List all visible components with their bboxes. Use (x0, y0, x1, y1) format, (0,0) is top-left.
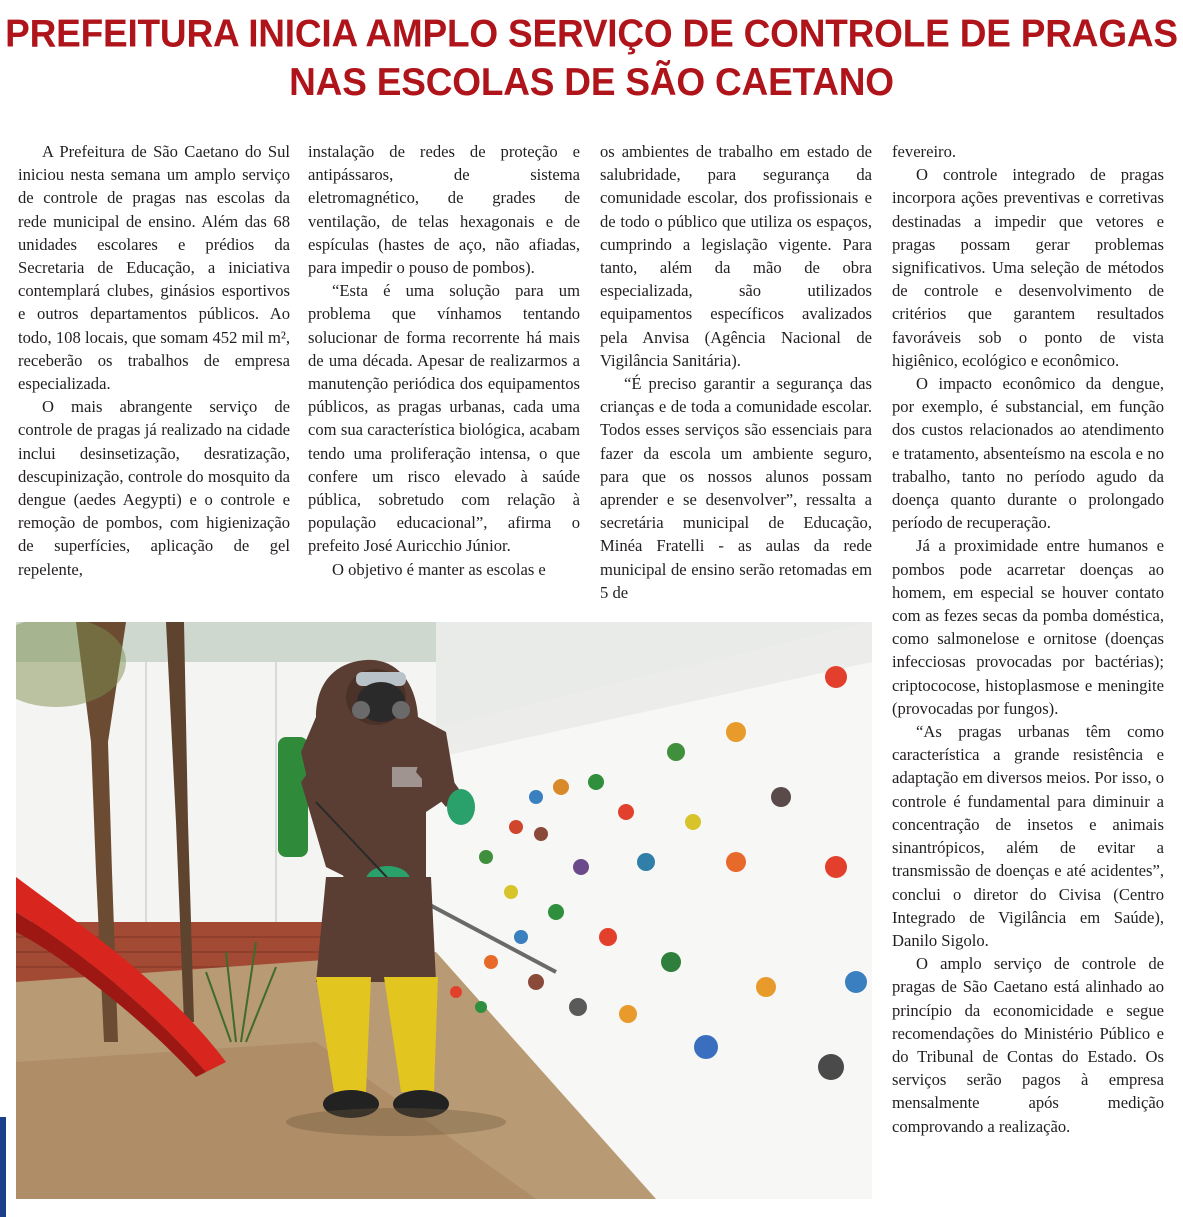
paragraph: “É preciso garantir a segurança das crianças e de toda a comunidade escolar. Todos esses serviços são essenciais para fazer da escola um ambiente seguro, para que os nossos alunos possam aprender e se desenvolver”, ressalta a secretária municipal de Educação, Minéa Fratelli - as aulas da rede municipal de ensino serão retomadas em 5 de (600, 374, 872, 602)
paragraph: O objetivo é manter as escolas e (332, 559, 546, 579)
paragraph: O amplo serviço de controle de pragas de São Caetano está alinhado ao princípio da economicidade e segue recomendações do Ministério Público e do Tribunal de Contas do Estado. Os serviços serão pagos à empresa mensalmente após medição comprovando a realização. (892, 954, 1164, 1136)
article-column-4 (892, 140, 1164, 1138)
headline-line-1: PREFEITURA INICIA AMPLO SERVIÇO DE CONTROLE DE PRAGAS (5, 11, 1178, 55)
paragraph: “As pragas urbanas têm como característica a grande resistência e adaptação em diversos meios. Por isso, o controle é fundamental para diminuir a concentração de insetos e animais sinantrópicos, além de evitar a transmissão de doenças e até acidentes”, conclui o diretor do Civisa (Centro Integrado de Vigilância em Saúde), Danilo Sigolo. (892, 722, 1164, 950)
article-photo (16, 622, 872, 1199)
paragraph: A Prefeitura de São Caetano do Sul iniciou nesta semana um amplo serviço de controle de pragas nas escolas da rede municipal de ensino. Além das 68 unidades escolares e prédios da Secretaria de Educação, a iniciativa contemplará clubes, ginásios esportivos e outros departamentos públicos. Ao todo, 108 locais, que somam 452 mil m², receberão os trabalhos de empresa especializada. (18, 142, 290, 394)
paragraph: fevereiro. (892, 142, 957, 161)
page-title (0, 10, 1183, 107)
paragraph: “Esta é uma solução para um problema que vínhamos tentando solucionar de forma recorrente há mais de uma década. Apesar de realizarmos a manutenção periódica dos equipamentos públicos, as pragas urbanas, cada uma com sua característica biológica, acabam tendo uma proliferação intensa, o que confere um risco elevado à saúde pública, sobretudo com relação à população educacional”, afirma o prefeito José Auricchio Júnior. (308, 281, 580, 556)
paragraph: O mais abrangente serviço de controle de pragas já realizado na cidade inclui desinsetização, desratização, descupinização, controle do mosquito da dengue (aedes Aegypti) e o controle e remoção de pombos, com higienização de superfícies, aplicação de gel repelente, (18, 397, 290, 579)
pest-control-worker-illustration (16, 622, 872, 1199)
paragraph: O impacto econômico da dengue, por exemplo, é substancial, em função dos custos relacionados ao atendimento e tratamento, absenteísmo na escola e no trabalho, tanto no período agudo da doença quanto durante o prolongado período de recuperação. (892, 374, 1164, 533)
paragraph: os ambientes de trabalho em estado de salubridade, para segurança da comunidade escolar, dos profissionais e de todo o público que utiliza os espaços, cumprindo a legislação vigente. Para tanto, além da mão de obra especializada, são utilizados equipamentos específicos avalizados pela Anvisa (Agência Nacional de Vigilância Sanitária). (600, 142, 872, 370)
paragraph: O controle integrado de pragas incorpora ações preventivas e corretivas destinadas a impedir que vetores e pragas possam gerar problemas significativos. Uma seleção de métodos de controle e desenvolvimento de critérios que garantem resultados favoráveis sob o ponto de vista higiênico, ecológico e econômico. (892, 165, 1164, 370)
paragraph: instalação de redes de proteção e antipássaros, de sistema eletromagnético, de grades de ventilação, de telas hexagonais e de espículas (hastes de aço, não afiadas, para impedir o pouso de pombos). (308, 142, 580, 278)
paragraph: Já a proximidade entre humanos e pombos pode acarretar doenças ao homem, em especial se houver contato com as fezes secas da pomba doméstica, como salmonelose e ornitose (doenças infecciosas provocadas por bactérias); criptococose, histoplasmose e meningite (provocadas por fungos). (892, 536, 1164, 718)
headline-line-2: NAS ESCOLAS DE SÃO CAETANO (289, 60, 894, 104)
article-column-2 (308, 140, 580, 581)
article-column-1 (18, 140, 290, 581)
article-column-3 (600, 140, 872, 604)
page-edge-accent-bar (0, 1117, 6, 1217)
